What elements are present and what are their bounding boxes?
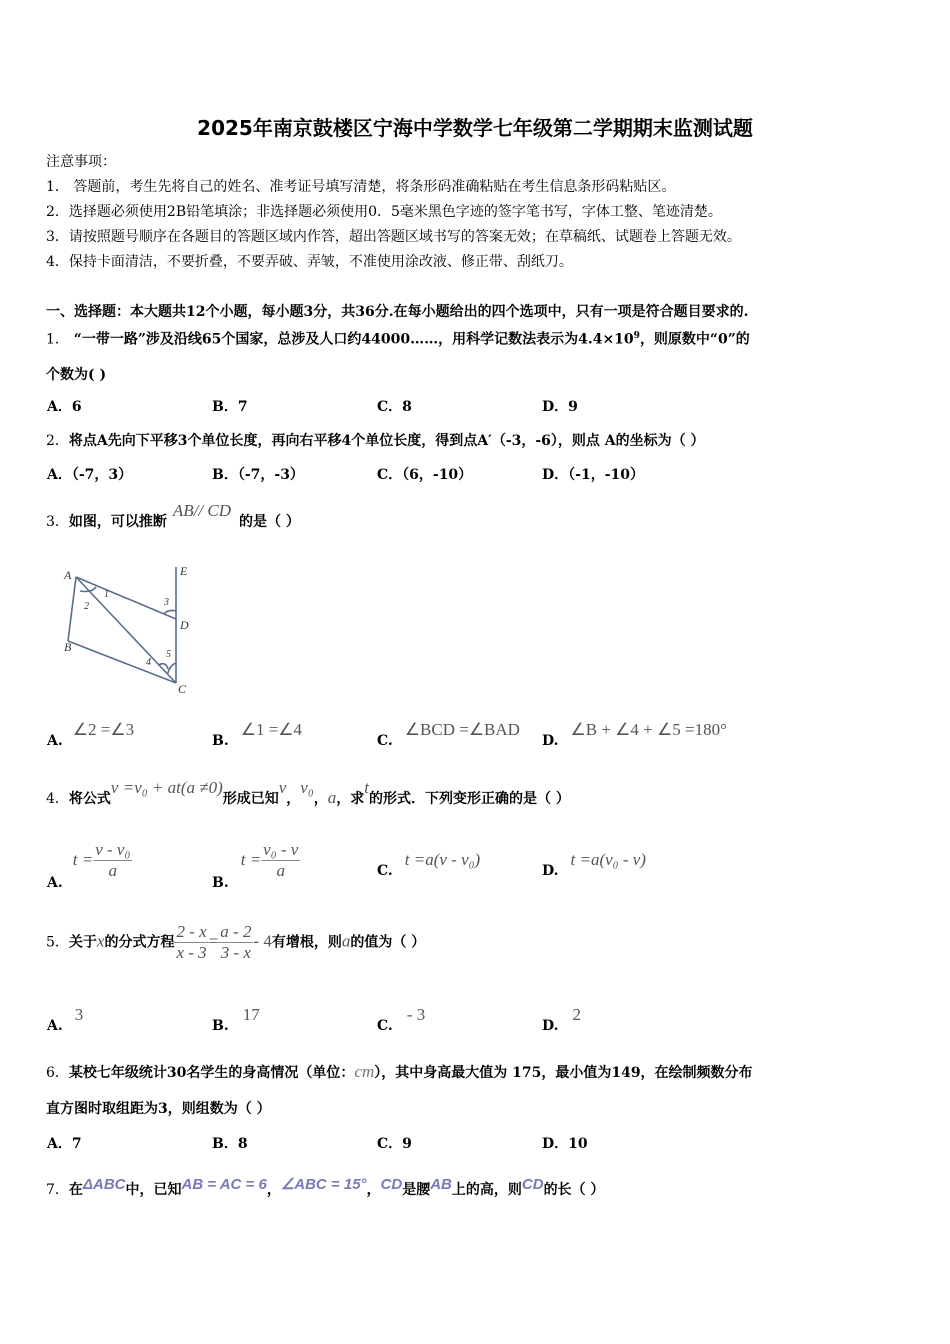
option-value: 17 [242,1005,260,1024]
option-letter: D. [542,863,559,879]
fraction [93,840,132,881]
label-c: C [178,682,187,695]
numerator: a - 2 [220,922,252,941]
option-a[interactable]: A．7 [47,1136,82,1152]
option-letter: A. [47,874,63,891]
option-d[interactable]: D．10 [542,1136,588,1152]
q6-line2: 直方图时取组距为3，则组数为（ ） [46,1101,271,1117]
q-number: 1． [46,331,69,348]
option-b[interactable] [212,1005,260,1035]
note-item: 4．保持卡面清洁，不要折叠，不要弄破、弄皱，不准使用涂改液、修正带、刮纸刀。 [46,254,573,270]
option-a[interactable]: A．（-7，3） [47,467,133,483]
unit: cm [354,1062,375,1081]
math-ab-parallel-cd: AB// CD [172,501,232,520]
option-letter: B. [212,1018,229,1034]
option-letter: B. [212,733,229,749]
q-text: 有增根，则 [271,934,342,951]
math: ΔABC [82,1176,126,1193]
q-text: 形成已知 [222,791,279,807]
option-a[interactable] [47,840,132,891]
formula: v =v₀ + at(a ≠0) [110,778,223,797]
numerator: v₀ - v [263,840,299,859]
q-text: 在 [68,1182,83,1198]
angle-arc [168,663,176,673]
option-b[interactable] [212,840,300,891]
question-6 [46,1063,753,1082]
question-1 [46,327,750,349]
note-item: 3．请按照题号顺序在各题目的答题区域内作答，超出答题区域书写的答案无效；在草稿纸、试题卷上答题无效。 [46,229,741,245]
q-text: 的值为（ ） [350,934,426,951]
note-item: 1． 答题前，考生先将自己的姓名、准考证号填写清楚，将条形码准确粘贴在考生信息条形码粘贴区。 [46,179,676,195]
option-letter: C. [377,733,393,749]
notes-heading: 注意事项： [46,154,116,170]
geometry-figure [58,553,203,695]
label-b: B [64,640,72,654]
q-text: 的形式．下列变形正确的是（ ） [369,791,570,807]
denominator: x - 3 [176,943,207,962]
q-number: 7． [46,1182,69,1198]
q-exponent: 9 [633,331,640,341]
option-letter: C. [377,863,393,879]
label-4: 4 [146,657,151,668]
q-text: ，求 [336,791,365,807]
question-3 [46,501,300,531]
label-3: 3 [164,597,169,608]
option-letter: D. [542,733,559,749]
q-text: 的分式方程 [104,934,175,951]
fraction [174,922,208,963]
option-lhs: t = [72,849,94,869]
q-text: 将点A先向下平移3个单位长度，再向右平移4个单位长度，得到点A′（-3，-6），则点 A的坐标为（ ） [68,433,705,449]
label-e: E [180,564,188,578]
q-text: ， [366,1182,381,1198]
option-value: 2 [572,1005,582,1024]
q-text: 的长（ ） [543,1182,605,1198]
math: AB = AC = 6 [181,1176,267,1193]
q1-line2: 个数为( ) [46,367,107,383]
q-number: 2． [46,433,69,449]
option-c[interactable] [377,850,481,880]
q-number: 4． [46,791,69,807]
fraction [261,840,300,881]
option-c[interactable] [377,1005,426,1035]
denominator: a [108,861,118,880]
numerator: v - v₀ [95,840,131,859]
q-text: ），其中身高最大值为 175，最小值为149，在绘制频数分布 [374,1065,753,1081]
label-d: D [180,618,189,632]
q-text: 是腰 [402,1182,431,1198]
var-v: v [278,778,287,797]
math-tail: - 4 [253,931,272,951]
var-t: t [364,778,369,797]
math: CD [521,1176,544,1193]
option-b[interactable] [212,720,303,750]
segment-bc [68,641,176,683]
q-text: 如图，可以推断 [68,514,167,530]
var-v0: v₀ [300,778,314,797]
option-math: t =a(v₀ - v) [570,850,646,869]
q-text: 将公式 [68,791,111,807]
q-text: ， [266,1182,281,1198]
q-number: 5． [46,934,69,951]
q-text: 关于 [68,934,97,951]
question-5 [46,922,425,963]
equals: = [208,931,219,951]
var-a: a [341,931,351,951]
q-text: ，则原数中“0”的 [639,331,750,348]
option-c[interactable]: C．（6，-10） [377,467,473,483]
option-letter: A. [47,733,63,749]
option-math: t =a(v - v₀) [404,850,481,869]
option-d[interactable] [542,850,646,880]
denominator: 3 - x [220,943,251,962]
option-c[interactable]: C．9 [377,1136,412,1152]
q-text: 中，已知 [125,1182,182,1198]
math: AB [430,1176,452,1193]
label-5: 5 [166,649,171,660]
fraction [218,922,253,963]
option-math: ∠2 =∠3 [72,720,135,739]
section-heading: 一、选择题：本大题共12个小题，每小题3分，共36分.在每小题给出的四个选项中，只有一项是符合题目要求的. [46,304,749,320]
var-x: x [96,931,105,951]
option-a[interactable] [47,1005,84,1035]
question-4: 4．将公式v =v₀ + at(a ≠0)形成已知v，v₀，a，求t的形式．下列变形正确的是（ ） [46,778,570,807]
angle-arc [164,610,176,614]
label-a: A [64,568,72,582]
label-1: 1 [104,589,109,600]
option-math: ∠1 =∠4 [240,720,303,739]
option-b[interactable]: B．8 [212,1136,248,1152]
option-d[interactable]: D．9 [542,399,578,415]
option-letter: C. [377,1018,393,1034]
option-d[interactable] [542,1005,582,1035]
option-a[interactable] [47,720,135,750]
q-text: “一带一路”涉及沿线65个国家，总涉及人口约44000……，用科学记数法表示为4.4×10 [68,331,634,348]
note-item: 2．选择题必须使用2B铅笔填涂；非选择题必须使用0．5毫米黑色字迹的签字笔书写，字体工整、笔迹清楚。 [46,204,722,220]
option-letter: B. [212,874,229,891]
q-text: 某校七年级统计30名学生的身高情况（单位： [68,1065,355,1081]
q-text: 的是（ ） [239,514,300,530]
option-letter: D. [542,1018,559,1034]
option-d[interactable] [542,720,727,750]
segment-ab [68,577,76,641]
option-lhs: t = [240,849,262,869]
segment-ac [76,577,176,683]
q-text: 上的高，则 [451,1182,522,1198]
option-letter: A. [47,1018,63,1034]
segment-ad [76,577,176,619]
option-math: ∠B + ∠4 + ∠5 =180° [570,720,727,739]
option-b[interactable]: B．（-7，-3） [212,467,304,483]
option-value: - 3 [406,1005,426,1024]
numerator: 2 - x [176,922,207,941]
math: CD [380,1176,403,1193]
question-7 [46,1176,605,1199]
var-a: a [327,788,337,807]
option-c[interactable] [377,720,520,750]
math: ∠ABC = 15° [280,1176,367,1193]
option-math: ∠BCD =∠BAD [404,720,520,739]
label-2: 2 [84,601,89,612]
q-number: 3． [46,514,69,530]
denominator: a [276,861,285,880]
page-title: 2025年南京鼓楼区宁海中学数学七年级第二学期期末监测试题 [197,116,753,140]
option-b[interactable]: B．7 [212,399,248,415]
option-value: 3 [74,1005,84,1024]
question-2 [46,432,705,450]
option-d[interactable]: D．（-1，-10） [542,467,644,483]
option-c[interactable]: C．8 [377,399,412,415]
option-a[interactable]: A．6 [47,399,82,415]
q-number: 6． [46,1065,69,1081]
